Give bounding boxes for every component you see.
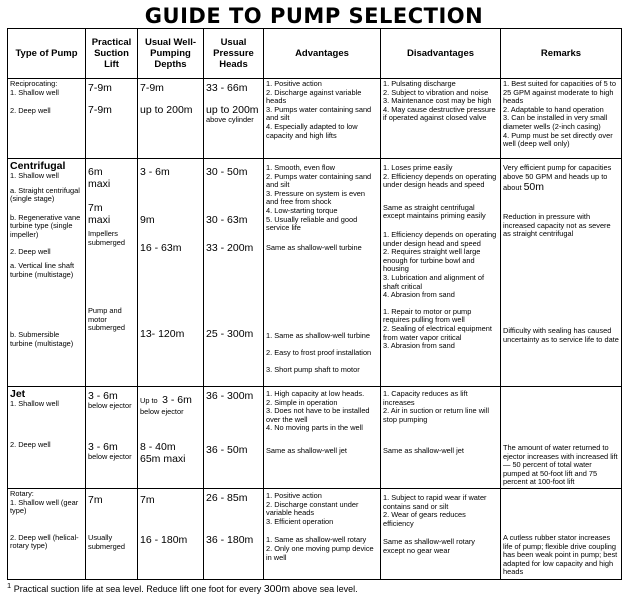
- type-item: a. Straight centrifugal (single stage): [10, 185, 80, 204]
- disadvantage-item: 1. Pulsating discharge: [383, 79, 456, 88]
- remark-item: A cutless rubber stator increases life of pump; flexible drive coupling has been weak point in pump; best adapted for low capacity and high heads: [503, 533, 618, 577]
- disadvantage-item: 2. Air in suction or return line will stop pumping: [383, 406, 489, 424]
- cell-advantages: [264, 159, 381, 387]
- value-text: 36 - 300m: [206, 390, 254, 402]
- value-text: maxi: [88, 214, 111, 226]
- value-text: 9m: [140, 214, 155, 226]
- value-text: 7-9m: [88, 104, 112, 116]
- disadvantage-item: 3. Abrasion from sand: [383, 341, 455, 351]
- advantage-item: 1. Positive action: [266, 491, 322, 500]
- disadvantage-item: Same as shallow-well jet: [383, 446, 464, 456]
- type-item: b. Regenerative vane turbine type (single impeller): [10, 212, 81, 239]
- value-text: 3 - 6m: [140, 166, 170, 178]
- cell-pressure: [204, 387, 264, 489]
- type-label: Rotary:: [10, 489, 34, 498]
- remark-item: 1. Best suited for capacities of 5 to 25 GPM against moderate to high heads: [503, 79, 616, 106]
- remark-item: Difficulty with sealing has caused uncertainty as to service life to date: [503, 325, 619, 344]
- advantage-item: 3. Short pump shaft to motor: [266, 364, 360, 374]
- footnote-text: Practical suction life at sea level. Reduce lift one foot for every: [13, 584, 262, 594]
- footnote-value: 300m: [263, 583, 291, 594]
- remark-item: The amount of water returned to ejector increases with increased lift— 50 percent of total water pumped at 50-foot lift and 75 percent at 100-foot lift: [503, 443, 618, 487]
- disadvantage-item: Same as straight centrifugal except maintains priming easily: [383, 202, 486, 221]
- header-suction: Practical Suction Lift: [86, 29, 138, 79]
- remark-item: 2. Adaptable to hand operation: [503, 104, 604, 114]
- advantage-item: 2. Easy to frost proof installation: [266, 347, 372, 357]
- disadvantage-item: 1. Repair to motor or pump requires pulling from well: [383, 306, 472, 325]
- cell-type: [8, 79, 86, 159]
- disadvantage-item: 4. May cause destructive pressure if operated against closed valve: [383, 104, 496, 123]
- header-depth: Usual Well-Pumping Depths: [138, 29, 204, 79]
- type-item: 2. Deep well (helical-rotary type): [10, 532, 79, 551]
- footnote-after: above sea level.: [292, 584, 358, 594]
- pump-selection-table: [7, 28, 622, 580]
- cell-disadvantages: [381, 79, 501, 159]
- cell-disadvantages: [381, 489, 501, 580]
- cell-depth: [138, 79, 204, 159]
- advantage-item: Same as shallow-well jet: [266, 445, 347, 455]
- advantage-item: 4. Low-starting torque: [266, 205, 338, 215]
- disadvantage-item: 3. Lubrication and alignment of shaft critical: [383, 272, 485, 291]
- value-note: below ejector: [88, 451, 132, 461]
- advantage-item: 2. Discharge constant under variable heads: [266, 499, 359, 518]
- cell-pressure: [204, 79, 264, 159]
- disadvantage-item: 3. Maintenance cost may be high: [383, 96, 492, 106]
- value-text: 3 - 6m: [88, 440, 118, 453]
- value-text: 13- 120m: [140, 328, 185, 340]
- cell-disadvantages: [381, 159, 501, 387]
- type-item: 2. Deep well: [10, 106, 51, 116]
- remark-item: Reduction in pressure with increased capacity not as severe as straight centrifugal: [503, 212, 611, 239]
- cell-remarks: [501, 159, 622, 387]
- type-item: a. Vertical line shaft turbine (multistage): [10, 261, 75, 279]
- header-row: [8, 29, 622, 79]
- advantage-item: 3. Pressure on system is even and free from shock: [266, 188, 365, 207]
- value-note: Pump and motor submerged: [88, 306, 125, 333]
- advantage-item: 2. Pumps water containing sand and silt: [266, 171, 372, 190]
- value-prefix: Up to: [140, 396, 158, 405]
- value-note: below ejector: [140, 407, 184, 416]
- cell-type: [8, 159, 86, 387]
- value-text: 33 - 66m: [206, 82, 248, 94]
- cell-pressure: [204, 489, 264, 580]
- header-disadvantages: Disadvantages: [381, 29, 501, 79]
- disadvantage-item: 1. Subject to rapid wear if water contains sand or silt: [383, 493, 487, 511]
- disadvantage-item: 2. Wear of gears reduces efficiency: [383, 510, 466, 528]
- value-note: above cylinder: [206, 115, 254, 124]
- cell-suction: [86, 489, 138, 580]
- cell-depth: [138, 387, 204, 489]
- advantage-item: 4. Especially adapted to low capacity and high lifts: [266, 121, 358, 140]
- advantage-item: 2. Discharge against variable heads: [266, 87, 362, 106]
- value-text: 26 - 85m: [206, 492, 248, 504]
- value-text: 36 - 50m: [206, 444, 248, 456]
- header-remarks: Remarks: [501, 29, 622, 79]
- type-item: 1. Shallow well: [10, 87, 59, 97]
- cell-advantages: [264, 387, 381, 489]
- advantage-item: 1. Smooth, even flow: [266, 163, 336, 172]
- cell-advantages: [264, 489, 381, 580]
- advantage-item: 3. Pumps water containing sand and silt: [266, 104, 372, 123]
- cell-depth: [138, 159, 204, 387]
- header-pressure: Usual Pressure Heads: [204, 29, 264, 79]
- value-text: 65m maxi: [140, 452, 186, 465]
- advantage-item: 1. Same as shallow-well rotary: [266, 535, 367, 545]
- advantage-item: 5. Usually reliable and good service life: [266, 214, 358, 233]
- remark-item: 4. Pump must be set directly over well (deep well only): [503, 130, 613, 149]
- value-text: 6m: [88, 166, 103, 178]
- footnote: [7, 578, 621, 594]
- cell-pressure: [204, 159, 264, 387]
- advantage-item: 1. High capacity at low heads.: [266, 389, 365, 398]
- value-text: 16 - 63m: [140, 242, 182, 254]
- remark-text: Very efficient pump for capacities above 50 GPM and heads up to about: [503, 163, 612, 193]
- table-row-rotary: [8, 489, 622, 580]
- value-note: below ejector: [88, 401, 132, 410]
- cell-remarks: [501, 79, 622, 159]
- cell-remarks: [501, 387, 622, 489]
- advantage-item: 3. Does not have to be installed over the well: [266, 406, 370, 424]
- value-note: Usually submerged: [88, 533, 125, 551]
- value-text: 30 - 50m: [206, 166, 248, 178]
- cell-type: [8, 387, 86, 489]
- value-text: 36 - 180m: [206, 534, 254, 546]
- advantage-item: 2. Only one moving pump device in well: [266, 543, 374, 562]
- cell-disadvantages: [381, 387, 501, 489]
- value-text: 7m: [88, 202, 103, 214]
- disadvantage-item: 2. Requires straight well large enough for turbine bowl and housing: [383, 247, 481, 274]
- value-text: 7m: [140, 494, 155, 506]
- footnote-marker: 1: [7, 581, 12, 590]
- value-text: 8 - 40m: [140, 440, 176, 453]
- remark-item: 3. Can be installed in very small diameter wells (2-inch casing): [503, 113, 608, 131]
- cell-suction: [86, 159, 138, 387]
- value-text: maxi: [88, 178, 111, 190]
- value-text: 33 - 200m: [206, 242, 254, 254]
- table-row-reciprocating: [8, 79, 622, 159]
- cell-advantages: [264, 79, 381, 159]
- value-text: 16 - 180m: [140, 534, 188, 546]
- header-type: Type of Pump: [8, 29, 86, 79]
- value-text: up to 200m: [206, 104, 259, 116]
- type-item: 1. Shallow well: [10, 399, 59, 408]
- disadvantage-item: Same as shallow-well rotary except no gear wear: [383, 537, 476, 555]
- remark-value: 50m: [523, 181, 544, 194]
- advantage-item: 2. Simple in operation: [266, 397, 338, 407]
- cell-suction: [86, 387, 138, 489]
- cell-depth: [138, 489, 204, 580]
- disadvantage-item: 1. Loses prime easily: [383, 163, 453, 172]
- disadvantage-item: 2. Efficiency depends on operating under design heads and speed: [383, 171, 497, 190]
- advantage-item: Same as shallow-well turbine: [266, 242, 362, 252]
- value-text: 7m: [88, 494, 103, 506]
- type-item: b. Submersible turbine (multistage): [10, 330, 74, 348]
- cell-type: [8, 489, 86, 580]
- type-label: Reciprocating:: [10, 79, 58, 88]
- value-text: 25 - 300m: [206, 328, 254, 340]
- advantage-item: 1. Same as shallow-well turbine: [266, 331, 370, 341]
- disadvantage-item: 1. Capacity reduces as lift increases: [383, 389, 468, 407]
- cell-suction: [86, 79, 138, 159]
- disadvantage-item: 4. Abrasion from sand: [383, 290, 455, 300]
- type-item: 1. Shallow well (gear type): [10, 497, 79, 516]
- page-title: GUIDE TO PUMP SELECTION: [144, 4, 484, 28]
- value-text: 30 - 63m: [206, 214, 248, 226]
- type-item: 2. Deep well: [10, 439, 51, 449]
- disadvantage-item: 2. Subject to vibration and noise: [383, 87, 489, 97]
- value-text: up to 200m: [140, 104, 193, 116]
- table-row-jet: [8, 387, 622, 489]
- value-text: 7-9m: [88, 82, 112, 94]
- header-advantages: Advantages: [264, 29, 381, 79]
- value-main: 3 - 6m: [162, 394, 192, 406]
- disadvantage-item: 1. Efficiency depends on operating under design head and speed: [383, 229, 497, 248]
- disadvantage-item: 2. Sealing of electrical equipment from water vapor critical: [383, 323, 492, 342]
- advantage-item: 3. Efficient operation: [266, 516, 334, 526]
- value-note: Impellers submerged: [88, 229, 125, 247]
- type-item: 2. Deep well: [10, 246, 51, 256]
- cell-remarks: [501, 489, 622, 580]
- group-title: Centrifugal: [10, 160, 66, 172]
- value-text: [140, 390, 201, 408]
- group-title: Jet: [10, 388, 26, 400]
- value-text: 7-9m: [140, 82, 164, 94]
- table-row-centrifugal: [8, 159, 622, 387]
- advantage-item: 1. Positive action: [266, 79, 322, 88]
- value-text: 3 - 6m: [88, 390, 118, 402]
- type-item: 1. Shallow well: [10, 171, 59, 180]
- remark-item: [503, 164, 619, 193]
- advantage-item: 4. No moving parts in the well: [266, 423, 363, 433]
